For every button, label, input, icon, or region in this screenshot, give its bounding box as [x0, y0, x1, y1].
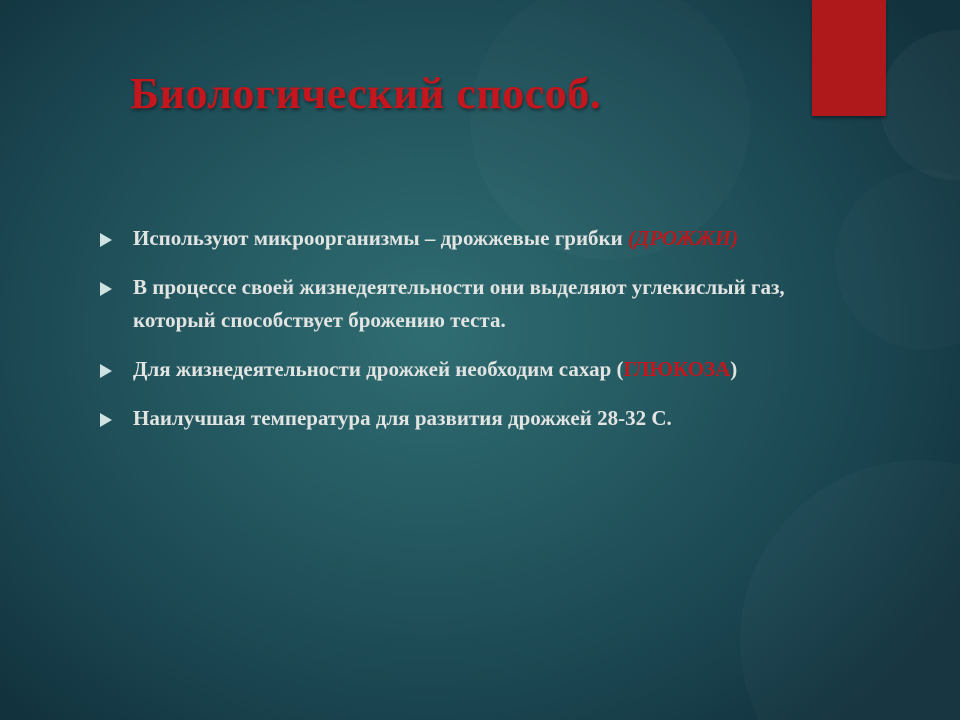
slide-title: Биологический способ.: [130, 69, 602, 118]
decorative-circle: [880, 30, 960, 180]
bullet-text: В процессе своей жизнедеятельности они выделяют углекислый газ, который способствует брожению теста.: [133, 275, 785, 332]
triangle-right-icon: [100, 282, 112, 296]
bullet-highlight: ГЛЮКОЗА: [623, 357, 731, 381]
bullet-text: ): [730, 357, 738, 381]
bullet-item: [97, 402, 787, 435]
accent-bar: [812, 0, 886, 116]
triangle-right-icon: [100, 413, 112, 427]
bullet-text: Для жизнедеятельности дрожжей необходим сахар (: [133, 357, 624, 381]
bullet-list: [97, 222, 787, 451]
decorative-circle: [470, 0, 750, 260]
decorative-circle: [835, 170, 960, 350]
triangle-right-icon: [100, 364, 112, 378]
decorative-circle: [740, 460, 960, 720]
bullet-item: [97, 222, 787, 255]
bullet-text: Используют микроорганизмы – дрожжевые грибки: [133, 226, 628, 250]
triangle-right-icon: [100, 233, 112, 247]
bullet-highlight: (ДРОЖЖИ): [628, 226, 739, 250]
bullet-item: [97, 353, 787, 386]
bullet-item: [97, 271, 787, 337]
bullet-text: Наилучшая температура для развития дрожжей 28-32 С.: [133, 406, 672, 430]
